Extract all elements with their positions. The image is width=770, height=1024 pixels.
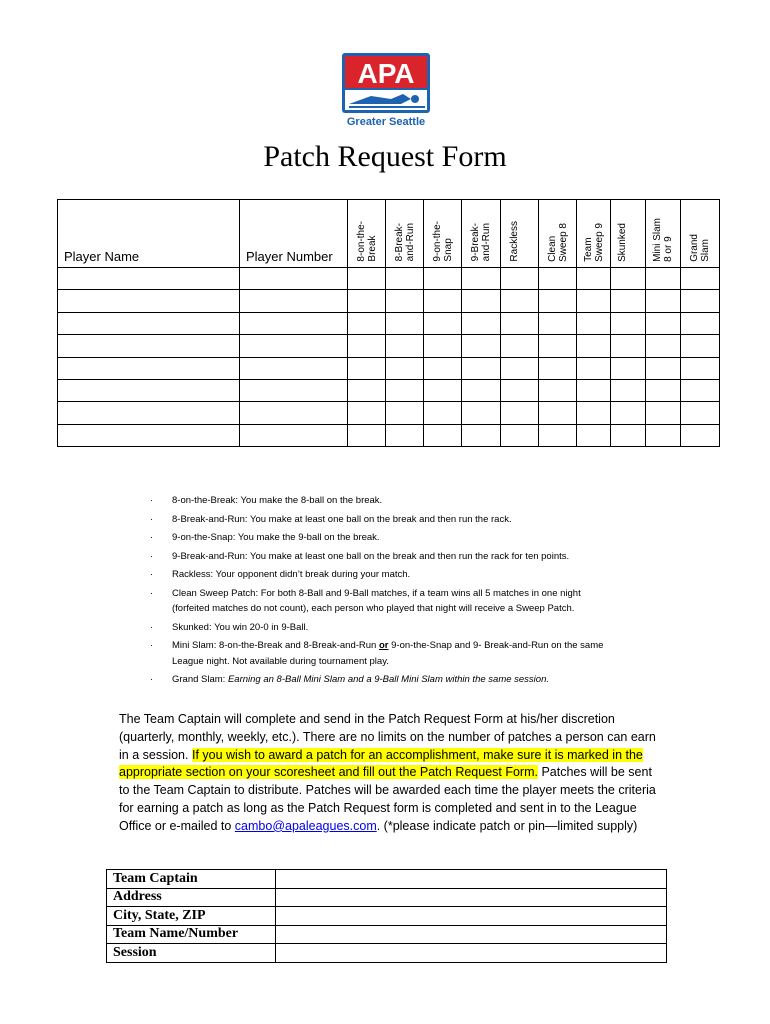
patch-check-cell[interactable] — [611, 290, 646, 312]
definition-item: · Mini Slam: 8-on-the-Break and 8-Break-and-Run or 9-on-the-Snap and 9- Break-and-Run on the same League night. Not available during tournament play. — [150, 638, 610, 669]
patch-check-cell[interactable] — [501, 312, 539, 334]
patch-check-cell[interactable] — [681, 290, 720, 312]
patch-check-cell[interactable] — [386, 424, 424, 446]
player-number-cell[interactable] — [240, 312, 348, 334]
patch-check-cell[interactable] — [646, 312, 681, 334]
patch-check-cell[interactable] — [501, 290, 539, 312]
player-name-cell[interactable] — [58, 312, 240, 334]
player-name-cell[interactable] — [58, 402, 240, 424]
captain-info-table — [106, 869, 667, 963]
patch-check-cell[interactable] — [539, 402, 577, 424]
player-number-cell[interactable] — [240, 290, 348, 312]
player-row — [58, 290, 720, 312]
player-name-cell[interactable] — [58, 357, 240, 379]
patch-check-cell[interactable] — [501, 424, 539, 446]
patch-check-cell[interactable] — [646, 268, 681, 290]
patch-header: 8-on-the- Break — [348, 200, 386, 268]
address-field[interactable] — [276, 888, 667, 907]
patch-check-cell[interactable] — [462, 335, 501, 357]
patch-check-cell[interactable] — [611, 379, 646, 401]
patch-check-cell[interactable] — [424, 268, 462, 290]
patch-check-cell[interactable] — [646, 379, 681, 401]
captain-field-label: City, State, ZIP — [107, 907, 276, 926]
patch-check-cell[interactable] — [646, 402, 681, 424]
player-name-cell[interactable] — [58, 290, 240, 312]
patch-check-cell[interactable] — [577, 335, 611, 357]
patch-check-cell[interactable] — [348, 357, 386, 379]
session-field[interactable] — [276, 944, 667, 963]
captain-field-label: Session — [107, 944, 276, 963]
patch-check-cell[interactable] — [577, 312, 611, 334]
player-name-cell[interactable] — [58, 268, 240, 290]
patch-check-cell[interactable] — [348, 424, 386, 446]
patch-header: Clean Sweep 8 — [539, 200, 577, 268]
patch-check-cell[interactable] — [462, 402, 501, 424]
patch-check-cell[interactable] — [646, 290, 681, 312]
player-row — [58, 357, 720, 379]
patch-check-cell[interactable] — [681, 268, 720, 290]
patch-check-cell[interactable] — [501, 379, 539, 401]
page-title: Patch Request Form — [263, 140, 507, 173]
player-row — [58, 312, 720, 334]
patch-check-cell[interactable] — [424, 335, 462, 357]
patch-check-cell[interactable] — [611, 424, 646, 446]
player-number-cell[interactable] — [240, 268, 348, 290]
definition-item: · 9-Break-and-Run: You make at least one ball on the break and then run the rack for ten points. — [150, 549, 610, 565]
patch-check-cell[interactable] — [681, 424, 720, 446]
patch-check-cell[interactable] — [501, 357, 539, 379]
patch-header: Rackless — [501, 200, 539, 268]
player-row — [58, 335, 720, 357]
patch-check-cell[interactable] — [462, 357, 501, 379]
patch-header: 9-Break- and-Run — [462, 200, 501, 268]
patch-header: 8-Break- and-Run — [386, 200, 424, 268]
patch-check-cell[interactable] — [386, 290, 424, 312]
patch-check-cell[interactable] — [611, 357, 646, 379]
definition-item: · Rackless: Your opponent didn’t break during your match. — [150, 567, 610, 583]
patch-check-cell[interactable] — [681, 379, 720, 401]
patch-check-cell[interactable] — [386, 268, 424, 290]
patch-check-cell[interactable] — [577, 357, 611, 379]
captain-field-label: Team Name/Number — [107, 925, 276, 944]
svg-text:Greater Seattle: Greater Seattle — [346, 116, 426, 128]
player-number-cell[interactable] — [240, 335, 348, 357]
patch-check-cell[interactable] — [646, 357, 681, 379]
patch-header: Grand Slam — [681, 200, 720, 268]
definition-item: · 8-on-the-Break: You make the 8-ball on the break. — [150, 493, 610, 509]
captain-field-row — [107, 944, 667, 963]
patch-table — [57, 199, 720, 447]
captain-field-label: Team Captain — [107, 870, 276, 889]
patch-check-cell[interactable] — [348, 312, 386, 334]
patch-check-cell[interactable] — [348, 268, 386, 290]
captain-field-row — [107, 907, 667, 926]
player-row — [58, 424, 720, 446]
definition-item: · Clean Sweep Patch: For both 8-Ball and 9-Ball matches, if a team wins all 5 matches in one night (forfeited matches do not count), each person who played that night will receive a Sweep Patch. — [150, 586, 610, 617]
patch-table-header-row — [58, 200, 720, 268]
player-row — [58, 402, 720, 424]
patch-check-cell[interactable] — [681, 357, 720, 379]
patch-check-cell[interactable] — [501, 402, 539, 424]
patch-definitions-list — [150, 493, 610, 691]
patch-check-cell[interactable] — [424, 402, 462, 424]
patch-header: Skunked — [611, 200, 646, 268]
patch-check-cell[interactable] — [386, 402, 424, 424]
patch-check-cell[interactable] — [539, 357, 577, 379]
patch-check-cell[interactable] — [577, 268, 611, 290]
definition-item: · Skunked: You win 20-0 in 9-Ball. — [150, 620, 610, 636]
patch-check-cell[interactable] — [539, 290, 577, 312]
patch-check-cell[interactable] — [611, 402, 646, 424]
captain-field-row — [107, 870, 667, 889]
patch-check-cell[interactable] — [577, 424, 611, 446]
patch-check-cell[interactable] — [462, 268, 501, 290]
city-state-zip-field[interactable] — [276, 907, 667, 926]
patch-check-cell[interactable] — [386, 357, 424, 379]
patch-check-cell[interactable] — [539, 424, 577, 446]
patch-check-cell[interactable] — [539, 335, 577, 357]
patch-check-cell[interactable] — [462, 379, 501, 401]
patch-check-cell[interactable] — [424, 290, 462, 312]
patch-check-cell[interactable] — [501, 268, 539, 290]
patch-check-cell[interactable] — [611, 335, 646, 357]
player-name-header: Player Name — [58, 200, 240, 268]
patch-check-cell[interactable] — [348, 402, 386, 424]
player-number-cell[interactable] — [240, 357, 348, 379]
apa-logo-icon — [341, 52, 431, 128]
player-number-cell[interactable] — [240, 379, 348, 401]
definition-item: · 8-Break-and-Run: You make at least one ball on the break and then run the rack. — [150, 512, 610, 528]
player-name-cell[interactable] — [58, 379, 240, 401]
definition-item: · 9-on-the-Snap: You make the 9-ball on the break. — [150, 530, 610, 546]
patch-header: Mini Slam 8 or 9 — [646, 200, 681, 268]
patch-header: Team Sweep 9 — [577, 200, 611, 268]
email-link[interactable]: cambo@apaleagues.com — [234, 818, 377, 833]
patch-check-cell[interactable] — [348, 379, 386, 401]
team-name-number-field[interactable] — [276, 925, 667, 944]
captain-field-label: Address — [107, 888, 276, 907]
patch-check-cell[interactable] — [424, 357, 462, 379]
patch-check-cell[interactable] — [577, 402, 611, 424]
patch-check-cell[interactable] — [577, 379, 611, 401]
patch-check-cell[interactable] — [386, 312, 424, 334]
patch-check-cell[interactable] — [386, 379, 424, 401]
patch-check-cell[interactable] — [646, 424, 681, 446]
patch-check-cell[interactable] — [348, 335, 386, 357]
patch-check-cell[interactable] — [348, 290, 386, 312]
player-number-header: Player Number — [240, 200, 348, 268]
patch-check-cell[interactable] — [424, 312, 462, 334]
patch-check-cell[interactable] — [611, 312, 646, 334]
patch-check-cell[interactable] — [681, 312, 720, 334]
patch-check-cell[interactable] — [681, 402, 720, 424]
highlighted-instruction: If you wish to award a patch for an accomplishment, make sure it is marked in the appropriate section on your scoresheet and fill out the Patch Request Form. — [119, 747, 643, 780]
patch-check-cell[interactable] — [539, 268, 577, 290]
patch-check-cell[interactable] — [462, 312, 501, 334]
patch-check-cell[interactable] — [386, 335, 424, 357]
captain-field-row — [107, 925, 667, 944]
patch-check-cell[interactable] — [611, 268, 646, 290]
patch-check-cell[interactable] — [462, 424, 501, 446]
captain-field-row — [107, 888, 667, 907]
patch-check-cell[interactable] — [462, 290, 501, 312]
patch-check-cell[interactable] — [539, 312, 577, 334]
player-name-cell[interactable] — [58, 424, 240, 446]
svg-text:APA: APA — [357, 58, 415, 89]
patch-check-cell[interactable] — [424, 379, 462, 401]
player-row — [58, 268, 720, 290]
patch-check-cell[interactable] — [646, 335, 681, 357]
player-number-cell[interactable] — [240, 424, 348, 446]
player-name-cell[interactable] — [58, 335, 240, 357]
patch-header: 9-on-the- Snap — [424, 200, 462, 268]
player-number-cell[interactable] — [240, 402, 348, 424]
instructions-paragraph: The Team Captain will complete and send in the Patch Request Form at his/her discretion (quarterly, monthly, weekly, etc.). There are no limits on the number of patches a person can earn in a session. If you wish to award a patch for an accomplishment, make sure it is marked in the appropriate section on your scoresheet and fill out the Patch Request Form. Patches will be sent to the Team Captain to distribute. Patches will be awarded each time the player meets the criteria for earning a patch as long as the Patch Request form is completed and sent in to the League Office or e-mailed to cambo@apaleagues.com. (*please indicate patch or pin—limited supply) — [119, 712, 656, 833]
apa-greater-seattle-logo — [341, 52, 431, 128]
patch-check-cell[interactable] — [577, 290, 611, 312]
player-row — [58, 379, 720, 401]
patch-check-cell[interactable] — [501, 335, 539, 357]
definition-item: · Grand Slam: Earning an 8-Ball Mini Slam and a 9-Ball Mini Slam within the same session. — [150, 672, 610, 688]
patch-check-cell[interactable] — [424, 424, 462, 446]
team-captain-field[interactable] — [276, 870, 667, 889]
patch-check-cell[interactable] — [539, 379, 577, 401]
patch-check-cell[interactable] — [681, 335, 720, 357]
